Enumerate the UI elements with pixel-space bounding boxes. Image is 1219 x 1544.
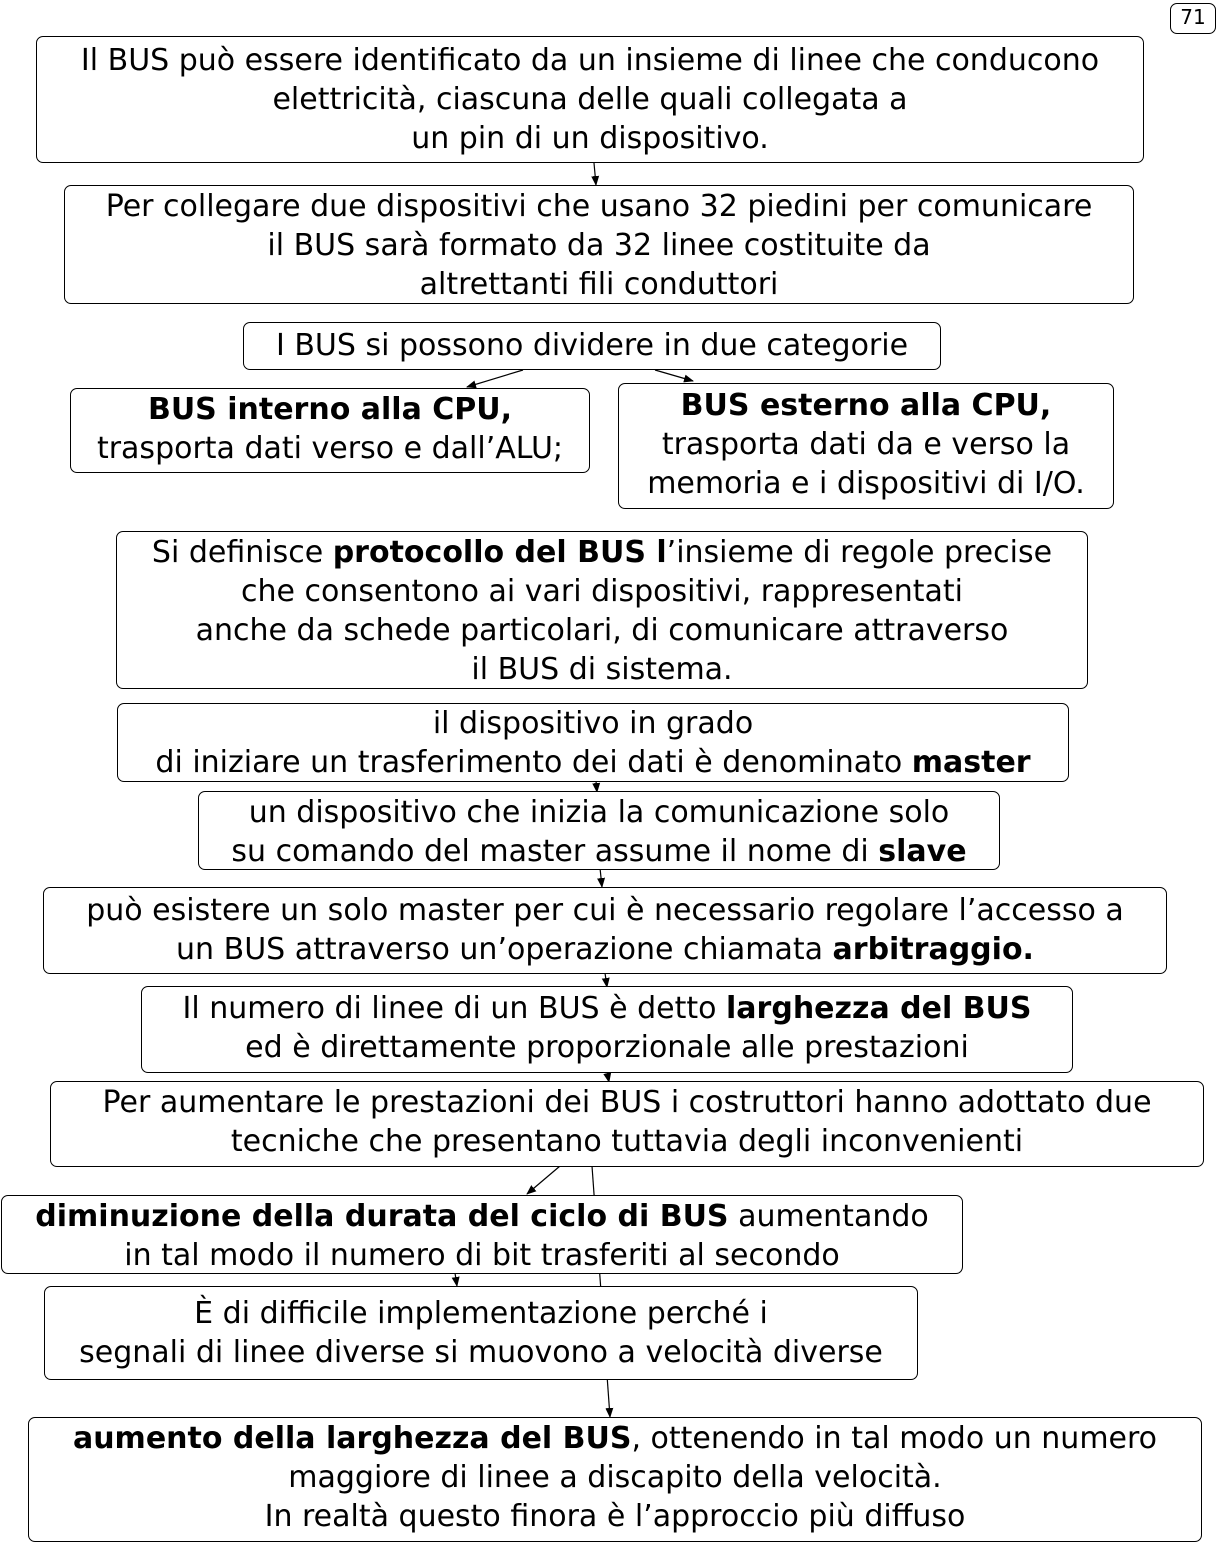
line: ed è direttamente proporzionale alle prestazioni	[245, 1030, 969, 1065]
bold-text: slave	[878, 834, 967, 869]
node-bus-categories	[243, 322, 941, 370]
node-bus-width	[141, 986, 1073, 1073]
bold-text: larghezza del BUS	[726, 991, 1032, 1026]
text: aumentando	[728, 1199, 929, 1234]
node-arbitration	[43, 887, 1167, 974]
bold-text: protocollo del BUS l	[332, 535, 667, 570]
arrow-arbitration-width	[605, 973, 607, 987]
bold-text: BUS esterno alla CPU,	[680, 388, 1052, 423]
line	[71, 390, 589, 429]
line: memoria e i dispositivi di I/O.	[647, 466, 1085, 501]
bold-text: diminuzione della durata del ciclo di BUS	[35, 1199, 729, 1234]
line	[2, 1197, 962, 1236]
text: di iniziare un trasferimento dei dati è denominato	[155, 745, 912, 780]
text: su comando del master assume il nome di	[231, 834, 879, 869]
line: Il BUS può essere identificato da un insieme di linee che conducono	[80, 43, 1100, 78]
text: Si definisce	[151, 535, 333, 570]
line: un pin di un dispositivo.	[411, 121, 769, 156]
line	[44, 930, 1166, 969]
bold-text: master	[911, 745, 1031, 780]
line: In realtà questo finora è l’approccio più diffuso	[264, 1499, 966, 1534]
text: un BUS attraverso un’operazione chiamata	[176, 932, 833, 967]
line: in tal modo il numero di bit trasferiti al secondo	[124, 1238, 840, 1273]
node-difficulty	[44, 1286, 918, 1380]
line: un dispositivo che inizia la comunicazione solo	[248, 795, 950, 830]
bold-text: arbitraggio.	[832, 932, 1034, 967]
bold-text: aumento della larghezza del BUS	[72, 1421, 632, 1456]
line: il dispositivo in grado	[432, 706, 754, 741]
line	[118, 743, 1068, 782]
node-cycle-reduction	[1, 1195, 963, 1274]
node-slave	[198, 791, 1000, 870]
page-number: 71	[1170, 3, 1216, 34]
line: il BUS sarà formato da 32 linee costituite da	[267, 228, 931, 263]
node-bus-protocol	[116, 531, 1088, 689]
line: trasporta dati verso e dall’ALU;	[96, 431, 564, 466]
line: il BUS di sistema.	[471, 652, 733, 687]
line: che consentono ai vari dispositivi, rappresentati	[241, 574, 963, 609]
line: può esistere un solo master per cui è necessario regolare l’accesso a	[86, 893, 1124, 928]
line: Per aumentare le prestazioni dei BUS i costruttori hanno adottato due	[102, 1085, 1152, 1120]
line: elettricità, ciascuna delle quali collegata a	[272, 82, 908, 117]
node-master	[117, 703, 1069, 782]
arrow-definition-example	[594, 163, 596, 185]
line	[199, 832, 999, 871]
line: anche da schede particolari, di comunicare attraverso	[195, 613, 1009, 648]
text: Il numero di linee di un BUS è detto	[182, 991, 727, 1026]
line: maggiore di linee a discapito della velocità.	[288, 1460, 942, 1495]
line: trasporta dati da e verso la	[661, 427, 1071, 462]
line	[29, 1419, 1201, 1458]
text: , ottenendo in tal modo un numero	[631, 1421, 1158, 1456]
node-bus-external	[618, 383, 1114, 509]
arrow-techniques-cycle	[527, 1166, 560, 1194]
node-bus-definition	[36, 36, 1144, 163]
line: È di difficile implementazione perché i	[194, 1296, 768, 1331]
line: tecniche che presentano tuttavia degli inconvenienti	[230, 1124, 1024, 1159]
line: altrettanti fili conduttori	[419, 267, 779, 302]
line	[142, 989, 1072, 1028]
bold-text: BUS interno alla CPU,	[147, 392, 513, 427]
line: I BUS si possono dividere in due categorie	[275, 328, 909, 363]
arrow-categories-external	[655, 370, 693, 381]
node-width-increase	[28, 1417, 1202, 1542]
line	[619, 386, 1113, 425]
line	[117, 533, 1087, 572]
node-bus-internal	[70, 388, 590, 473]
node-bus-example	[64, 185, 1134, 304]
text: ’insieme di regole precise	[666, 535, 1053, 570]
arrow-categories-internal	[467, 370, 523, 387]
node-techniques	[50, 1081, 1204, 1167]
line: segnali di linee diverse si muovono a velocità diverse	[79, 1335, 883, 1370]
line: Per collegare due dispositivi che usano 32 piedini per comunicare	[105, 189, 1093, 224]
